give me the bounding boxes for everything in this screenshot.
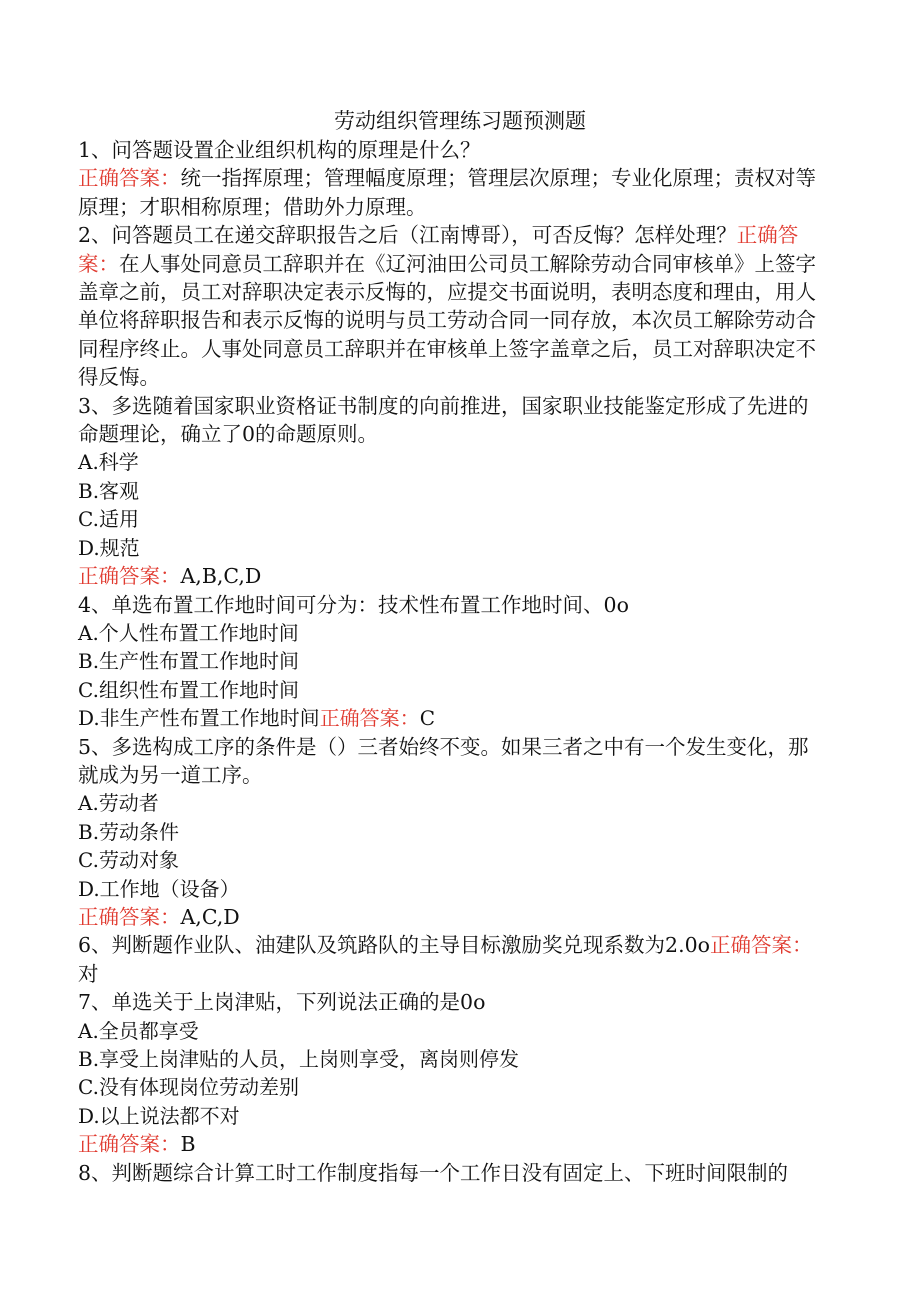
option-d: D.工作地（设备） xyxy=(78,876,240,901)
answer-label: 正确答案： xyxy=(78,166,181,191)
document-body xyxy=(78,136,826,1187)
answer-7 xyxy=(78,1130,826,1158)
option-a: A.个人性布置工作地时间 xyxy=(78,620,299,645)
option-b: B.享受上岗津贴的人员，上岗则享受，离岗则停发 xyxy=(78,1047,520,1071)
option-a: A.全员都享受 xyxy=(78,1018,199,1043)
answer-label: 正确答案： xyxy=(78,564,181,589)
option-d-with-answer xyxy=(78,704,826,732)
answer-label: 正确答案： xyxy=(319,706,420,731)
option-a: A.科学 xyxy=(78,450,139,475)
answer-text: A,B,C,D xyxy=(180,564,262,589)
question-stem: 7、单选关于上岗津贴，下列说法正确的是0o xyxy=(78,990,486,1015)
option-d: D.规范 xyxy=(78,535,140,560)
question-7 xyxy=(78,988,826,1016)
answer-label: 正确答案： xyxy=(78,1132,181,1157)
answer-text: 对 xyxy=(78,961,99,986)
option-d: D.以上说法都不对 xyxy=(78,1103,240,1128)
question-2 xyxy=(78,221,826,391)
answer-5 xyxy=(78,903,826,931)
question-5 xyxy=(78,733,826,790)
question-3 xyxy=(78,392,826,449)
answer-text: 统一指挥原理；管理幅度原理；管理层次原理；专业化原理；责权对等原理；才职相称原理；借助外力原理。 xyxy=(78,166,816,219)
document-title: 劳动组织管理练习题预测题 xyxy=(334,109,586,133)
answer-1 xyxy=(78,164,826,221)
question-stem: 1、问答题设置企业组织机构的原理是什么？ xyxy=(78,138,481,162)
question-stem: 8、判断题综合计算工时工作制度指每一个工作日没有固定上、下班时间限制的 xyxy=(78,1160,789,1185)
option-c: C.没有体现岗位劳动差别 xyxy=(78,1075,299,1100)
question-1 xyxy=(78,136,826,164)
answer-text: C xyxy=(419,706,435,731)
option-b: B.生产性布置工作地时间 xyxy=(78,649,300,674)
option-c: C.组织性布置工作地时间 xyxy=(78,677,299,702)
answer-label: 正确答案： xyxy=(710,933,813,958)
answer-text: 在人事处同意员工辞职并在《辽河油田公司员工解除劳动合同审核单》上签字盖章之前，员工对辞职决定表示反悔的，应提交书面说明，表明态度和理由，用人单位将辞职报告和表示反悔的说明与员工劳动合同一同存放，本次员工解除劳动合同程序终止。人事处同意员工辞职并在审核单上签字盖章之后，员工对辞职决定不得反悔。 xyxy=(78,251,816,390)
answer-label: 正确答案： xyxy=(78,223,799,276)
question-stem: 6、判断题作业队、油建队及筑路队的主导目标激励奖兑现系数为2.0o xyxy=(78,933,710,958)
option-c: C.适用 xyxy=(78,507,139,532)
question-stem: 3、多选随着国家职业资格证书制度的向前推进，国家职业技能鉴定形成了先进的命题理论，确立了0的命题原则。 xyxy=(78,393,809,447)
question-4 xyxy=(78,591,826,619)
answer-3 xyxy=(78,562,826,590)
question-8 xyxy=(78,1159,826,1187)
option-b: B.劳动条件 xyxy=(78,819,180,844)
answer-text: A,C,D xyxy=(180,904,240,929)
option-b: B.客观 xyxy=(78,478,140,503)
question-stem: 5、多选构成工序的条件是（）三者始终不变。如果三者之中有一个发生变化，那就成为另一道工序。 xyxy=(78,734,809,787)
option-d: D.非生产性布置工作地时间 xyxy=(78,706,320,731)
question-stem: 2、问答题员工在递交辞职报告之后（江南博哥），可否反悔？怎样处理？ xyxy=(78,223,737,248)
option-c: C.劳动对象 xyxy=(78,848,179,873)
question-stem: 4、单选布置工作地时间可分为：技术性布置工作地时间、0o xyxy=(78,592,629,617)
answer-label: 正确答案： xyxy=(78,904,181,929)
question-6 xyxy=(78,931,826,988)
answer-text: B xyxy=(180,1132,196,1157)
option-a: A.劳动者 xyxy=(78,791,159,816)
